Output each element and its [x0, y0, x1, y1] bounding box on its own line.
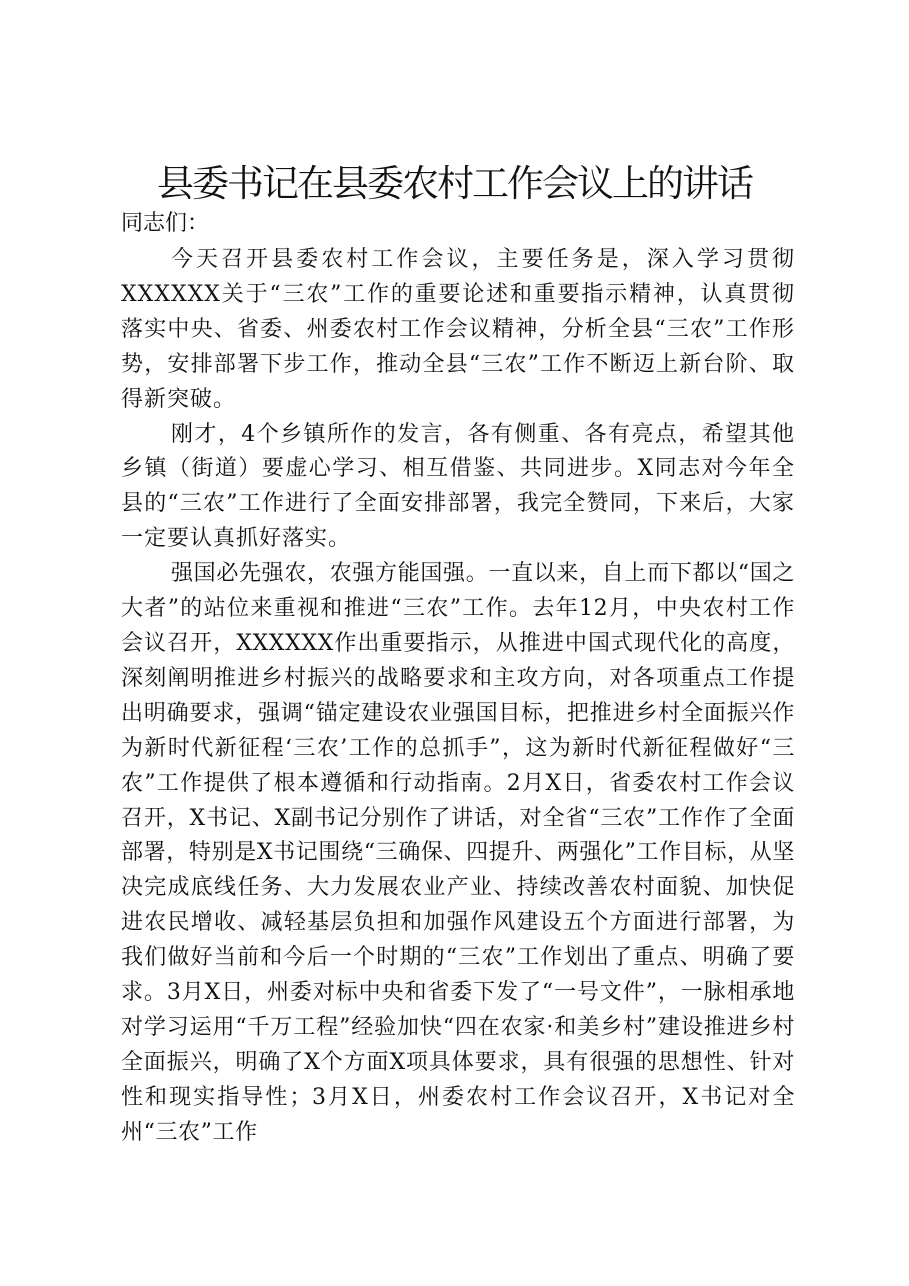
paragraph-3: 强国必先强农，农强方能国强。一直以来，自上而下都以“国之大者”的站位来重视和推进“三农”工作。去年12月，中央农村工作会议召开，XXXXXX作出重要指示，从推进中国式现代化的高度，深刻阐明推进乡村振兴的战略要求和主攻方向，对各项重点工作提出明确要求，强调“锚定建设农业强国目标，把推进乡村全面振兴作为新时代新征程‘三农’工作的总抓手”，这为新时代新征程做好“三农”工作提供了根本遵循和行动指南。2月X日，省委农村工作会议召开，X书记、X副书记分别作了讲话，对全省“三农”工作作了全面部署，特别是X书记围绕“三确保、四提升、两强化”工作目标，从坚决完成底线任务、大力发展农业产业、持续改善农村面貌、加快促进农民增收、减轻基层负担和加强作风建设五个方面进行部署，为我们做好当前和今后一个时期的“三农”工作划出了重点、明确了要求。3月X日，州委对标中央和省委下发了“一号文件”，一脉相承地对学习运用“千万工程”经验加快“四在农家·和美乡村”建设推进乡村全面振兴，明确了X个方面X项具体要求，具有很强的思想性、针对性和现实指导性；3月X日，州委农村工作会议召开，X书记对全州“三农”工作: [121, 561, 795, 1145]
document-body: [121, 243, 795, 1151]
greeting: 同志们：: [121, 211, 210, 236]
document-title: 县委书记在县委农村工作会议上的讲话: [157, 162, 752, 205]
paragraph-1: 今天召开县委农村工作会议，主要任务是，深入学习贯彻XXXXXX关于“三农”工作的重要论述和重要指示精神，认真贯彻落实中央、省委、州委农村工作会议精神，分析全县“三农”工作形势，安排部署下步工作，推动全县“三农”工作不断迈上新台阶、取得新突破。: [121, 247, 795, 412]
paragraph-2: 刚才，4个乡镇所作的发言，各有侧重、各有亮点，希望其他乡镇（街道）要虚心学习、相互借鉴、共同进步。X同志对今年全县的“三农”工作进行了全面安排部署，我完全赞同，下来后，大家一定要认真抓好落实。: [121, 421, 795, 552]
